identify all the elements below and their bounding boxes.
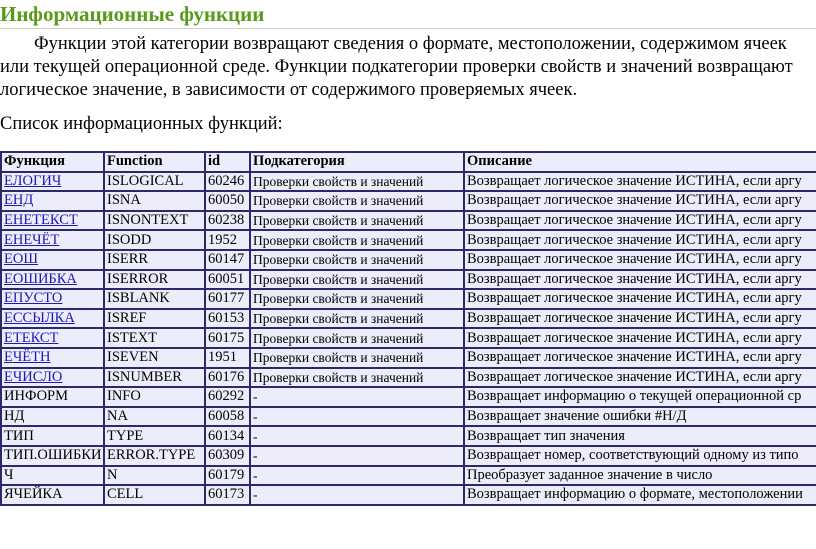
cell-name: ИНФОРМ — [2, 388, 105, 408]
cell-name[interactable] — [2, 231, 105, 251]
header-name: Функция — [2, 153, 105, 173]
function-link[interactable]: ЕНД — [4, 192, 34, 209]
cell-name[interactable] — [2, 349, 105, 369]
function-link[interactable]: ЕЧИСЛО — [4, 368, 63, 385]
function-link[interactable]: ЕЛОГИЧ — [4, 172, 62, 189]
cell-id: 60179 — [206, 467, 251, 487]
cell-name: ТИП — [2, 427, 105, 447]
cell-subcategory: Проверки свойств и значений — [251, 251, 465, 271]
cell-id: 60134 — [206, 427, 251, 447]
function-link[interactable]: ЕТЕКСТ — [4, 329, 59, 346]
cell-id: 60058 — [206, 408, 251, 428]
table-row — [2, 369, 816, 389]
cell-subcategory: - — [251, 467, 465, 487]
cell-description: Возвращает значение ошибки #Н/Д — [465, 408, 816, 428]
cell-id: 1952 — [206, 231, 251, 251]
cell-name: ЯЧЕЙКА — [2, 486, 105, 506]
cell-name[interactable] — [2, 329, 105, 349]
function-link[interactable]: ЕЧЁТН — [4, 349, 51, 366]
table-row — [2, 486, 816, 506]
cell-id: 60153 — [206, 310, 251, 330]
cell-subcategory: Проверки свойств и значений — [251, 192, 465, 212]
table-row — [2, 251, 816, 271]
table-row — [2, 212, 816, 232]
table-row — [2, 447, 816, 467]
cell-description: Возвращает логическое значение ИСТИНА, если аргу — [465, 349, 816, 369]
table-row — [2, 290, 816, 310]
cell-subcategory: - — [251, 408, 465, 428]
cell-description: Возвращает логическое значение ИСТИНА, если аргу — [465, 310, 816, 330]
list-caption: Список информационных функций: — [0, 114, 283, 134]
cell-id: 60175 — [206, 329, 251, 349]
functions-table — [0, 151, 816, 506]
cell-subcategory: Проверки свойств и значений — [251, 310, 465, 330]
cell-id: 60147 — [206, 251, 251, 271]
table-row — [2, 310, 816, 330]
cell-function: TYPE — [105, 427, 206, 447]
cell-subcategory: - — [251, 486, 465, 506]
table-header-row — [2, 153, 816, 173]
page-heading: Информационные функции — [0, 2, 265, 26]
cell-id: 60177 — [206, 290, 251, 310]
cell-subcategory: Проверки свойств и значений — [251, 271, 465, 291]
cell-subcategory: Проверки свойств и значений — [251, 231, 465, 251]
cell-id: 60176 — [206, 369, 251, 389]
cell-description: Возвращает логическое значение ИСТИНА, если аргу — [465, 212, 816, 232]
cell-name: НД — [2, 408, 105, 428]
header-function: Function — [105, 153, 206, 173]
table-row — [2, 349, 816, 369]
function-link[interactable]: ЕОШИБКА — [4, 270, 77, 287]
cell-function: ERROR.TYPE — [105, 447, 206, 467]
cell-description: Возвращает информацию о текущей операционной ср — [465, 388, 816, 408]
cell-description: Возвращает тип значения — [465, 427, 816, 447]
cell-function: N — [105, 467, 206, 487]
cell-function: ISLOGICAL — [105, 173, 206, 193]
cell-subcategory: Проверки свойств и значений — [251, 369, 465, 389]
header-description: Описание — [465, 153, 816, 173]
cell-description: Возвращает логическое значение ИСТИНА, если аргу — [465, 173, 816, 193]
cell-subcategory: - — [251, 388, 465, 408]
functions-table-container — [0, 151, 816, 506]
cell-description: Возвращает логическое значение ИСТИНА, если аргу — [465, 231, 816, 251]
cell-name[interactable] — [2, 310, 105, 330]
cell-function: CELL — [105, 486, 206, 506]
cell-id: 60246 — [206, 173, 251, 193]
header-subcategory: Подкатегория — [251, 153, 465, 173]
table-row — [2, 173, 816, 193]
cell-function: ISNONTEXT — [105, 212, 206, 232]
cell-description: Возвращает номер, соответствующий одному из типо — [465, 447, 816, 467]
cell-name[interactable] — [2, 271, 105, 291]
cell-function: ISNUMBER — [105, 369, 206, 389]
cell-description: Возвращает логическое значение ИСТИНА, если аргу — [465, 369, 816, 389]
table-row — [2, 231, 816, 251]
table-row — [2, 271, 816, 291]
cell-id: 60173 — [206, 486, 251, 506]
cell-subcategory: Проверки свойств и значений — [251, 290, 465, 310]
cell-id: 60309 — [206, 447, 251, 467]
cell-name[interactable] — [2, 369, 105, 389]
cell-function: ISEVEN — [105, 349, 206, 369]
cell-subcategory: Проверки свойств и значений — [251, 212, 465, 232]
cell-subcategory: - — [251, 427, 465, 447]
header-id: id — [206, 153, 251, 173]
cell-description: Возвращает логическое значение ИСТИНА, если аргу — [465, 251, 816, 271]
cell-function: ISBLANK — [105, 290, 206, 310]
cell-id: 60051 — [206, 271, 251, 291]
cell-name[interactable] — [2, 173, 105, 193]
cell-description: Возвращает информацию о формате, местоположении — [465, 486, 816, 506]
cell-id: 60292 — [206, 388, 251, 408]
function-link[interactable]: ЕНЕЧЁТ — [4, 231, 60, 248]
function-link[interactable]: ЕОШ — [4, 251, 38, 268]
heading-divider — [0, 28, 816, 29]
cell-function: ISERR — [105, 251, 206, 271]
cell-id: 60050 — [206, 192, 251, 212]
cell-description: Возвращает логическое значение ИСТИНА, если аргу — [465, 192, 816, 212]
cell-name: Ч — [2, 467, 105, 487]
cell-function: INFO — [105, 388, 206, 408]
cell-subcategory: - — [251, 447, 465, 467]
cell-description: Возвращает логическое значение ИСТИНА, если аргу — [465, 290, 816, 310]
cell-subcategory: Проверки свойств и значений — [251, 173, 465, 193]
cell-function: ISTEXT — [105, 329, 206, 349]
cell-description: Преобразует заданное значение в число — [465, 467, 816, 487]
intro-paragraph: Функции этой категории возвращают сведения о формате, местоположении, содержимом ячеек или текущей операционной среде. Функции подкатегории проверки свойств и значений возвращают логическое значение, в зависимости от содержимого проверяемых ячеек. — [0, 34, 793, 100]
table-row — [2, 192, 816, 212]
cell-name[interactable] — [2, 290, 105, 310]
cell-function: ISREF — [105, 310, 206, 330]
cell-function: ISODD — [105, 231, 206, 251]
cell-function: ISNA — [105, 192, 206, 212]
table-row — [2, 408, 816, 428]
cell-id: 60238 — [206, 212, 251, 232]
cell-name[interactable] — [2, 192, 105, 212]
cell-description: Возвращает логическое значение ИСТИНА, если аргу — [465, 329, 816, 349]
table-row — [2, 467, 816, 487]
cell-name: ТИП.ОШИБКИ — [2, 447, 105, 467]
function-link[interactable]: ЕНЕТЕКСТ — [4, 212, 78, 229]
cell-name[interactable] — [2, 212, 105, 232]
cell-subcategory: Проверки свойств и значений — [251, 349, 465, 369]
cell-name[interactable] — [2, 251, 105, 271]
table-row — [2, 427, 816, 447]
cell-function: ISERROR — [105, 271, 206, 291]
cell-subcategory: Проверки свойств и значений — [251, 329, 465, 349]
cell-function: NA — [105, 408, 206, 428]
table-row — [2, 388, 816, 408]
function-link[interactable]: ЕПУСТО — [4, 290, 63, 307]
cell-description: Возвращает логическое значение ИСТИНА, если аргу — [465, 271, 816, 291]
cell-id: 1951 — [206, 349, 251, 369]
table-row — [2, 329, 816, 349]
function-link[interactable]: ЕССЫЛКА — [4, 310, 75, 327]
